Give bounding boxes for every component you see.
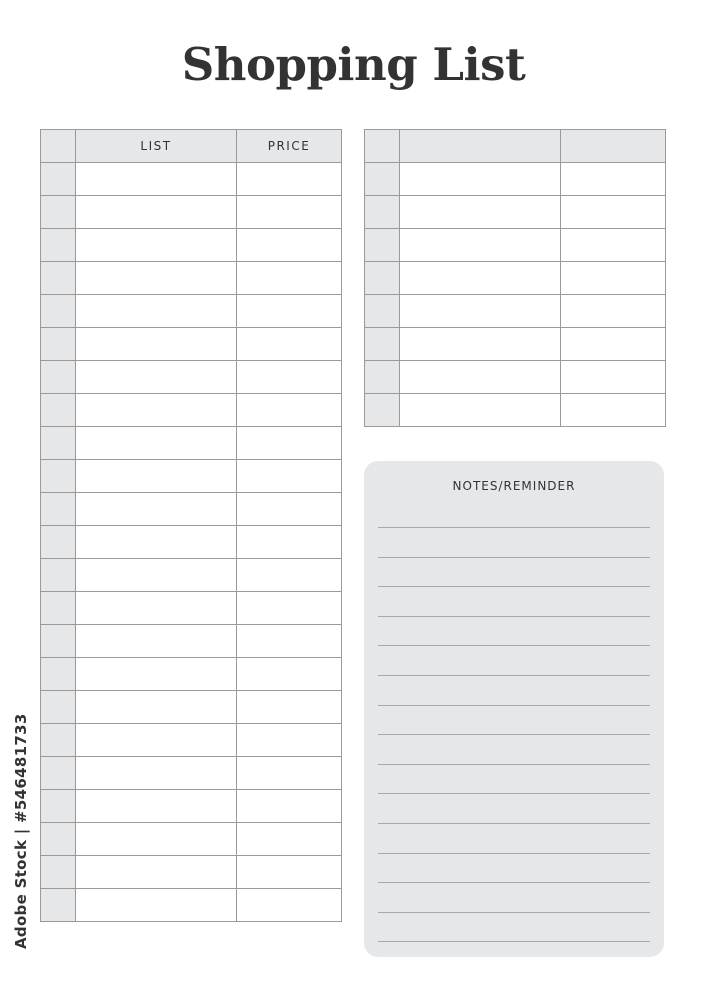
item-cell[interactable]: [400, 163, 561, 196]
price-cell[interactable]: [561, 361, 666, 394]
shopping-list-table: [40, 129, 342, 922]
note-line[interactable]: [378, 616, 650, 617]
price-cell[interactable]: [237, 526, 342, 559]
item-cell[interactable]: [76, 856, 237, 889]
row-index-cell: [365, 229, 400, 262]
price-cell[interactable]: [237, 559, 342, 592]
extra-list-table: [364, 129, 666, 427]
row-index-cell: [41, 526, 76, 559]
table-row: [41, 526, 342, 559]
table-row: [41, 592, 342, 625]
row-index-cell: [41, 691, 76, 724]
note-line[interactable]: [378, 882, 650, 883]
item-cell[interactable]: [76, 889, 237, 922]
item-cell[interactable]: [76, 592, 237, 625]
item-cell[interactable]: [76, 361, 237, 394]
table-row: [41, 427, 342, 460]
price-cell[interactable]: [561, 196, 666, 229]
table-row: [365, 295, 666, 328]
table-row: [365, 196, 666, 229]
item-cell[interactable]: [76, 526, 237, 559]
row-index-cell: [365, 163, 400, 196]
notes-title: NOTES/REMINDER: [452, 479, 576, 493]
row-index-cell: [41, 724, 76, 757]
watermark-side-text: Adobe Stock | #546481733: [12, 713, 30, 949]
note-line[interactable]: [378, 853, 650, 854]
price-cell[interactable]: [237, 394, 342, 427]
price-cell[interactable]: [237, 460, 342, 493]
row-index-cell: [41, 625, 76, 658]
item-cell[interactable]: [76, 493, 237, 526]
price-cell[interactable]: [237, 724, 342, 757]
note-line[interactable]: [378, 705, 650, 706]
price-cell[interactable]: [237, 328, 342, 361]
price-cell[interactable]: [237, 427, 342, 460]
row-index-cell: [365, 328, 400, 361]
table-row: [41, 691, 342, 724]
price-cell[interactable]: [237, 229, 342, 262]
table-row: [41, 757, 342, 790]
item-column-header: [400, 130, 561, 163]
value-column-header: [561, 130, 666, 163]
price-cell[interactable]: [561, 163, 666, 196]
row-index-cell: [41, 394, 76, 427]
note-line[interactable]: [378, 793, 650, 794]
row-index-cell: [365, 394, 400, 427]
row-index-cell: [41, 790, 76, 823]
note-line[interactable]: [378, 645, 650, 646]
row-index-cell: [41, 295, 76, 328]
item-cell[interactable]: [400, 394, 561, 427]
table-row: [41, 394, 342, 427]
item-cell[interactable]: [76, 460, 237, 493]
price-cell[interactable]: [561, 328, 666, 361]
item-cell[interactable]: [400, 295, 561, 328]
table-row: [41, 823, 342, 856]
row-index-cell: [41, 361, 76, 394]
item-cell[interactable]: [400, 328, 561, 361]
price-cell[interactable]: [561, 262, 666, 295]
item-cell[interactable]: [76, 757, 237, 790]
item-cell[interactable]: [400, 361, 561, 394]
price-cell[interactable]: [237, 361, 342, 394]
table-row: [365, 394, 666, 427]
note-line[interactable]: [378, 764, 650, 765]
price-cell[interactable]: [561, 394, 666, 427]
note-line[interactable]: [378, 823, 650, 824]
item-cell[interactable]: [76, 163, 237, 196]
table-row: [41, 724, 342, 757]
index-column-header: [365, 130, 400, 163]
table-row: [41, 163, 342, 196]
price-cell[interactable]: [237, 163, 342, 196]
price-cell[interactable]: [237, 823, 342, 856]
price-cell[interactable]: [237, 196, 342, 229]
table-header-row: [41, 130, 342, 163]
row-index-cell: [41, 196, 76, 229]
row-index-cell: [41, 658, 76, 691]
price-cell[interactable]: [237, 889, 342, 922]
table-row: [41, 889, 342, 922]
table-header-row: [365, 130, 666, 163]
list-column-header: LIST: [76, 130, 237, 163]
item-cell[interactable]: [400, 196, 561, 229]
item-cell[interactable]: [76, 691, 237, 724]
row-index-cell: [41, 889, 76, 922]
price-cell[interactable]: [237, 757, 342, 790]
table-row: [365, 229, 666, 262]
price-cell[interactable]: [237, 658, 342, 691]
price-cell[interactable]: [237, 295, 342, 328]
item-cell[interactable]: [76, 328, 237, 361]
table-row: [41, 856, 342, 889]
table-row: [365, 328, 666, 361]
item-cell[interactable]: [76, 427, 237, 460]
page-title: Shopping List: [181, 38, 526, 91]
row-index-cell: [41, 328, 76, 361]
row-index-cell: [365, 361, 400, 394]
row-index-cell: [365, 295, 400, 328]
item-cell[interactable]: [76, 229, 237, 262]
table-row: [41, 658, 342, 691]
table-row: [365, 262, 666, 295]
note-line[interactable]: [378, 912, 650, 913]
table-row: [41, 493, 342, 526]
index-column-header: [41, 130, 76, 163]
price-cell[interactable]: [237, 493, 342, 526]
item-cell[interactable]: [76, 262, 237, 295]
price-cell[interactable]: [237, 262, 342, 295]
price-cell[interactable]: [237, 856, 342, 889]
table-row: [41, 559, 342, 592]
note-line[interactable]: [378, 734, 650, 735]
note-line[interactable]: [378, 586, 650, 587]
note-line[interactable]: [378, 527, 650, 528]
note-line[interactable]: [378, 557, 650, 558]
item-cell[interactable]: [76, 658, 237, 691]
row-index-cell: [41, 427, 76, 460]
row-index-cell: [365, 262, 400, 295]
row-index-cell: [41, 493, 76, 526]
table-row: [41, 361, 342, 394]
table-row: [41, 625, 342, 658]
table-row: [41, 328, 342, 361]
item-cell[interactable]: [76, 295, 237, 328]
item-cell[interactable]: [400, 229, 561, 262]
price-cell[interactable]: [237, 691, 342, 724]
row-index-cell: [41, 163, 76, 196]
price-cell[interactable]: [561, 229, 666, 262]
item-cell[interactable]: [400, 262, 561, 295]
item-cell[interactable]: [76, 823, 237, 856]
notes-panel: [364, 461, 664, 957]
table-row: [41, 196, 342, 229]
row-index-cell: [41, 229, 76, 262]
price-cell[interactable]: [561, 295, 666, 328]
row-index-cell: [41, 559, 76, 592]
price-cell[interactable]: [237, 625, 342, 658]
item-cell[interactable]: [76, 790, 237, 823]
note-line[interactable]: [378, 675, 650, 676]
item-cell[interactable]: [76, 724, 237, 757]
table-row: [41, 229, 342, 262]
item-cell[interactable]: [76, 559, 237, 592]
price-cell[interactable]: [237, 592, 342, 625]
row-index-cell: [41, 856, 76, 889]
row-index-cell: [365, 196, 400, 229]
table-row: [365, 361, 666, 394]
table-row: [365, 163, 666, 196]
row-index-cell: [41, 262, 76, 295]
row-index-cell: [41, 592, 76, 625]
table-row: [41, 262, 342, 295]
price-cell[interactable]: [237, 790, 342, 823]
item-cell[interactable]: [76, 625, 237, 658]
table-row: [41, 790, 342, 823]
item-cell[interactable]: [76, 196, 237, 229]
row-index-cell: [41, 823, 76, 856]
table-row: [41, 460, 342, 493]
row-index-cell: [41, 460, 76, 493]
price-column-header: PRICE: [237, 130, 342, 163]
item-cell[interactable]: [76, 394, 237, 427]
note-line[interactable]: [378, 941, 650, 942]
row-index-cell: [41, 757, 76, 790]
table-row: [41, 295, 342, 328]
